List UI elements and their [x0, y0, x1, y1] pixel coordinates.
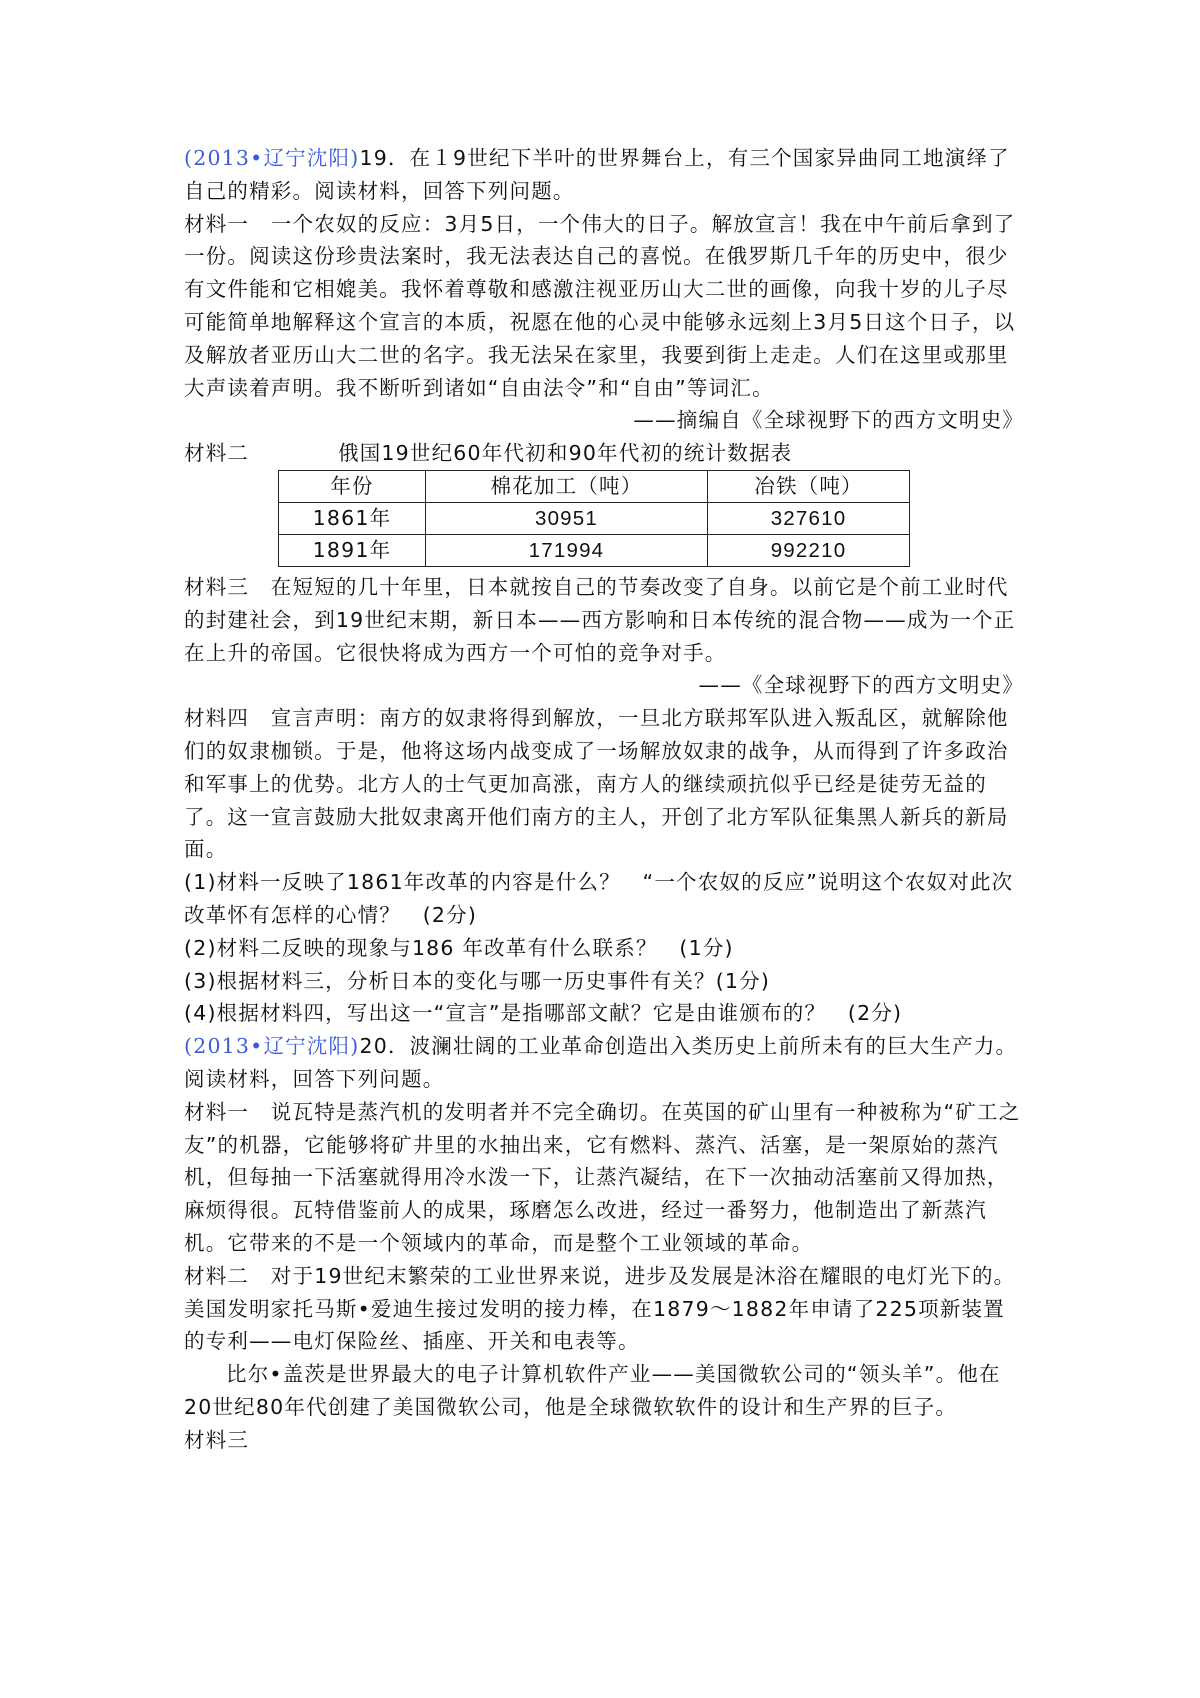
table-header-cotton: 棉花加工（吨） [425, 470, 707, 502]
q19-material-1: 材料一 一个农奴的反应：3月5日，一个伟大的日子。解放宣言！我在中午前后拿到了一份。阅读这份珍贵法案时，我无法表达自己的喜悦。在俄罗斯几千年的历史中，很少有文件能和它相媲美。我怀着尊敬和感激注视亚历山大二世的画像，向我十岁的儿子尽可能简单地解释这个宣言的本质，祝愿在他的心灵中能够永远刻上3月5日这个日子，以及解放者亚历山大二世的名字。我无法呆在家里，我要到街上走走。人们在这里或那里大声读着声明。我不断听到诸如“自由法令”和“自由”等词汇。 [184, 211, 1016, 400]
table-header-iron: 冶铁（吨） [708, 470, 910, 502]
q19-material-2 [184, 437, 1024, 571]
q19-material-2-label: 材料二 [184, 441, 250, 466]
table-row [279, 534, 910, 566]
q19-material-2-content [282, 437, 1024, 571]
question-20-stem [184, 1030, 1024, 1096]
table-cell-year: 1891年 [279, 534, 426, 566]
q20-material-2: 材料二 对于19世纪末繁荣的工业世界来说，进步及发展是沐浴在耀眼的电灯光下的。美国发明家托马斯•爱迪生接过发明的接力棒，在1879～1882年申请了225项新装置的专利——电灯保险丝、插座、开关和电表等。 [184, 1263, 1016, 1354]
question-19-stem [184, 142, 1024, 208]
table-cell-year: 1861年 [279, 502, 426, 534]
q19-material-3: 材料三 在短短的几十年里，日本就按自己的节奏改变了自身。以前它是个前工业时代的封建社会，到19世纪末期，新日本——西方影响和日本传统的混合物——成为一个正在上升的帝国。它很快将成为西方一个可怕的竞争对手。 [184, 574, 1016, 665]
q19-material-1-citation: ——摘编自《全球视野下的西方文明史》 [633, 408, 1024, 433]
stats-table [278, 470, 910, 567]
table-cell-iron: 327610 [708, 502, 910, 534]
question-19-text: 19．在１9世纪下半叶的世界舞台上，有三个国家异曲同工地演绎了自己的精彩。阅读材料，回答下列问题。 [184, 146, 1010, 203]
q19-sub-question-1: (1)材料一反映了1861年改革的内容是什么？ “一个农奴的反应”说明这个农奴对此次改革怀有怎样的心情？ (2分) [184, 870, 1014, 927]
stats-table-title: 俄国19世纪60年代初和90年代初的统计数据表 [338, 441, 793, 466]
q19-sub-question-4: (4)根据材料四，写出这一“宣言”是指哪部文献？它是由谁颁布的？ (2分) [184, 1001, 903, 1026]
q19-sub-question-2: (2)材料二反映的现象与186 年改革有什么联系？ (1分) [184, 935, 734, 960]
question-19-source: (2013•辽宁沈阳) [184, 146, 360, 170]
table-cell-cotton: 171994 [425, 534, 707, 566]
question-20-text: 20．波澜壮阔的工业革命创造出入类历史上前所未有的巨大生产力。阅读材料，回答下列问题。 [184, 1034, 1018, 1091]
document-page [184, 142, 1024, 1456]
q20-material-1: 材料一 说瓦特是蒸汽机的发明者并不完全确切。在英国的矿山里有一种被称为“矿工之友”的机器，它能够将矿井里的水抽出来，它有燃料、蒸汽、活塞，是一架原始的蒸汽机，但每抽一下活塞就得用冷水泼一下，让蒸汽凝结，在下一次抽动活塞前又得加热，麻烦得很。瓦特借鉴前人的成果，琢磨怎么改进，经过一番努力，他制造出了新蒸汽机。它带来的不是一个领域内的革命，而是整个工业领域的革命。 [184, 1099, 1021, 1255]
q19-sub-question-3: (3)根据材料三，分析日本的变化与哪一历史事件有关？(1分) [184, 968, 771, 993]
table-row [279, 502, 910, 534]
q19-material-3-citation: ——《全球视野下的西方文明史》 [698, 673, 1024, 698]
table-cell-cotton: 30951 [425, 502, 707, 534]
table-header-row [279, 470, 910, 502]
q20-material-2-paragraph-2: 比尔•盖茨是世界最大的电子计算机软件产业——美国微软公司的“领头羊”。他在20世纪80年代创建了美国微软公司，他是全球微软软件的设计和生产界的巨子。 [184, 1362, 1001, 1419]
q20-material-3-label: 材料三 [184, 1427, 250, 1452]
table-header-year: 年份 [279, 470, 426, 502]
table-cell-iron: 992210 [708, 534, 910, 566]
question-20-source: (2013•辽宁沈阳) [184, 1034, 360, 1059]
q19-material-4: 材料四 宣言声明：南方的奴隶将得到解放，一旦北方联邦军队进入叛乱区，就解除他们的奴隶枷锁。于是，他将这场内战变成了一场解放奴隶的战争，从而得到了许多政治和军事上的优势。北方人的士气更加高涨，南方人的继续顽抗似乎已经是徒劳无益的了。这一宣言鼓励大批奴隶离开他们南方的主人，开创了北方军队征集黑人新兵的新局面。 [184, 706, 1009, 862]
